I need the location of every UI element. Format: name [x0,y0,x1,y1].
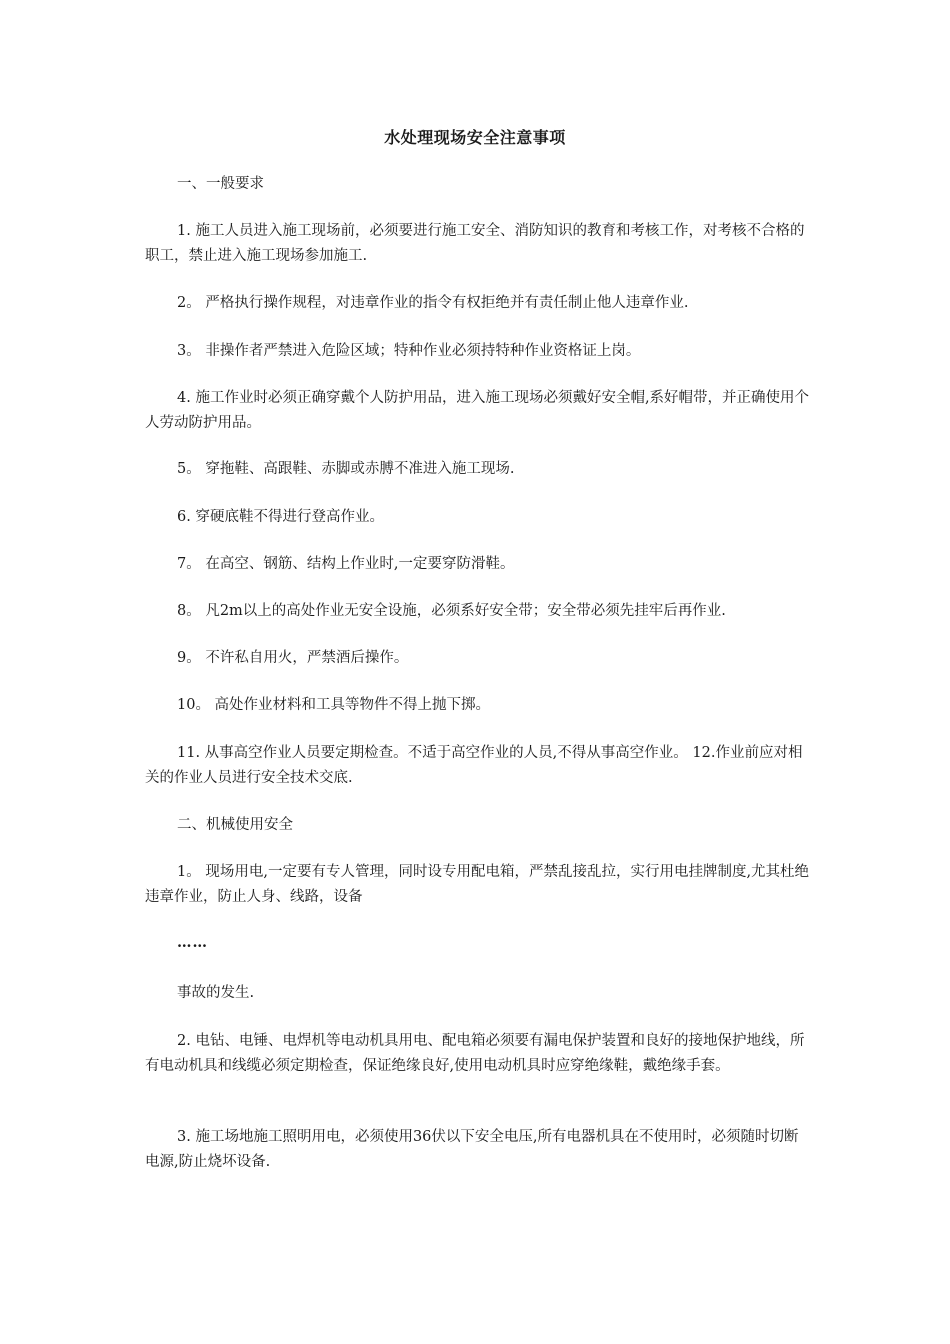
paragraph-continuation: 事故的发生. [177,985,255,1001]
paragraph-machinery-3: 3. 施工场地施工照明用电，必须使用36伏以下安全电压,所有电器机具在不使用时，必须随时切断电源,防止烧坏设备. [145,1129,799,1170]
section-heading-machinery: 二、机械使用安全 [177,817,293,833]
paragraph-item-8: 8。 凡2m以上的高处作业无安全设施，必须系好安全带；安全带必须先挂牢后再作业. [177,603,726,619]
section-heading-general: 一、一般要求 [177,176,264,192]
paragraph-item-11: 11. 从事高空作业人员要定期检查。不适于高空作业的人员,不得从事高空作业。 12.作业前应对相关的作业人员进行安全技术交底. [145,745,803,786]
paragraph-item-9: 9。 不许私自用火，严禁酒后操作。 [177,650,409,666]
paragraph-item-3: 3。 非操作者严禁进入危险区域；特种作业必须持特种作业资格证上岗。 [177,343,641,359]
paragraph-item-2: 2。 严格执行操作规程，对违章作业的指令有权拒绝并有责任制止他人违章作业. [177,295,689,311]
page-title: 水处理现场安全注意事项 [384,128,566,147]
paragraph-item-7: 7。 在高空、钢筋、结构上作业时,一定要穿防滑鞋。 [177,556,515,572]
ellipsis: …… [177,934,208,951]
paragraph-item-1: 1. 施工人员进入施工现场前，必须要进行施工安全、消防知识的教育和考核工作，对考核不合格的职工，禁止进入施工现场参加施工. [145,223,805,264]
paragraph-item-6: 6. 穿硬底鞋不得进行登高作业。 [177,509,384,525]
paragraph-item-4: 4. 施工作业时必须正确穿戴个人防护用品，进入施工现场必须戴好安全帽,系好帽带，并正确使用个人劳动防护用品。 [145,390,810,431]
paragraph-machinery-1: 1。 现场用电,一定要有专人管理，同时设专用配电箱，严禁乱接乱拉，实行用电挂牌制度,尤其杜绝违章作业，防止人身、线路，设备 [145,864,810,905]
paragraph-item-5: 5。 穿拖鞋、高跟鞋、赤脚或赤膊不准进入施工现场. [177,461,515,477]
paragraph-item-10: 10。 高处作业材料和工具等物件不得上抛下掷。 [177,697,491,713]
paragraph-machinery-2: 2. 电钻、电锤、电焊机等电动机具用电、配电箱必须要有漏电保护装置和良好的接地保护地线，所有电动机具和线缆必须定期检查，保证绝缘良好,使用电动机具时应穿绝缘鞋，戴绝缘手套。 [145,1033,805,1074]
